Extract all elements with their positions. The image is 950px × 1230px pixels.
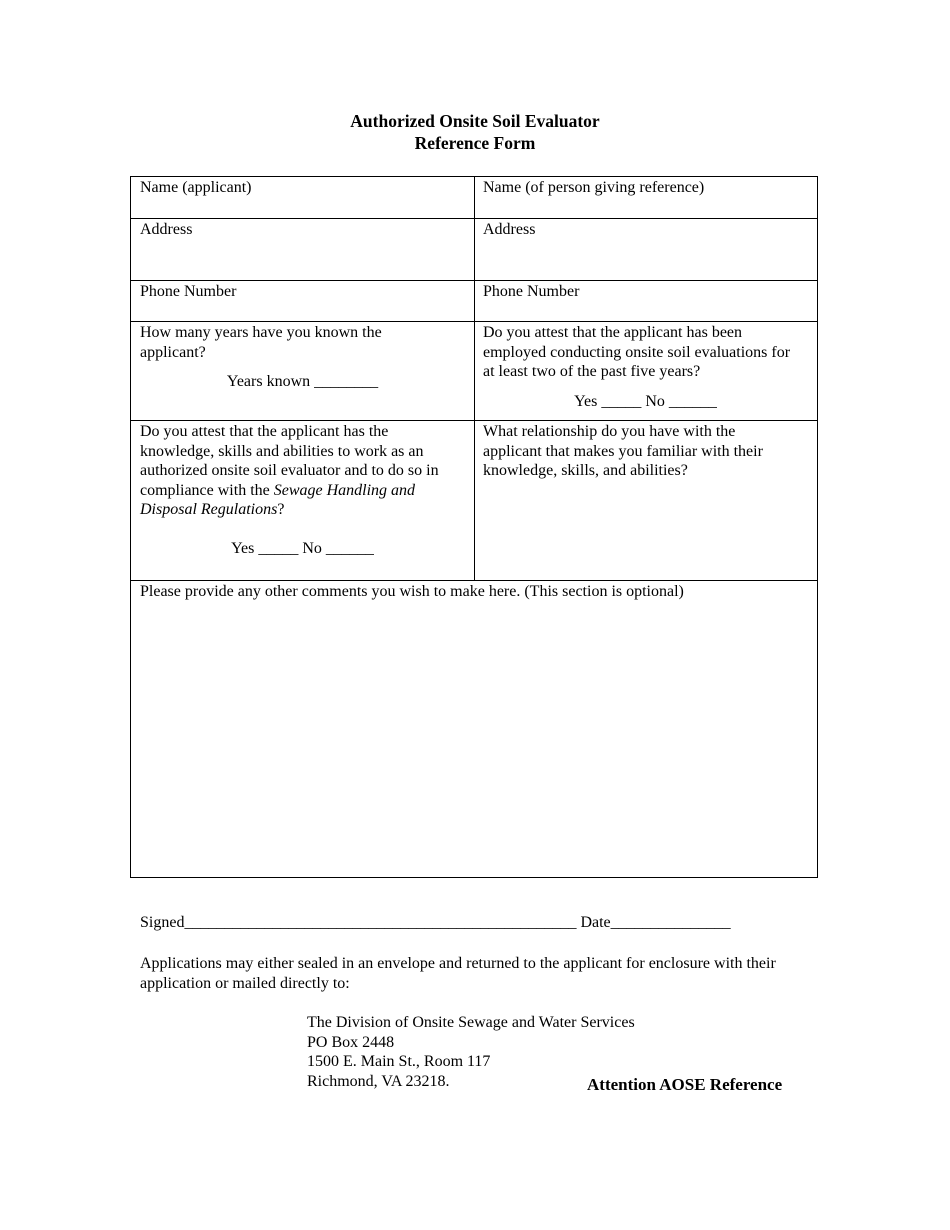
reference-phone-cell[interactable] bbox=[474, 281, 817, 321]
employment-yes-no[interactable]: Yes _____ No ______ bbox=[574, 392, 717, 410]
applicant-address-label: Address bbox=[140, 221, 193, 238]
date-label: Date bbox=[580, 914, 611, 931]
knowledge-question: Do you attest that the applicant has the knowledge, skills and abilities to work as an authorized onsite soil evaluator and to do so in compliance with the Sewage Handling and Disposal Regulations? bbox=[140, 423, 439, 518]
relationship-cell[interactable] bbox=[474, 421, 817, 580]
signature-line[interactable]: _________________________________________________ bbox=[184, 914, 577, 931]
title-line-2: Reference Form bbox=[414, 133, 536, 153]
reference-address-cell[interactable] bbox=[474, 219, 817, 280]
applicant-phone-label: Phone Number bbox=[140, 283, 237, 300]
signed-label: Signed bbox=[140, 914, 185, 931]
knowledge-yes-no[interactable]: Yes _____ No ______ bbox=[231, 539, 374, 557]
years-known-cell bbox=[131, 322, 474, 420]
mailing-address bbox=[307, 1013, 635, 1091]
comments-label: Please provide any other comments you wish to make here. (This section is optional) bbox=[140, 583, 684, 600]
title-line-1: Authorized Onsite Soil Evaluator bbox=[350, 111, 600, 131]
applicant-name-label: Name (applicant) bbox=[140, 179, 252, 196]
reference-name-cell[interactable] bbox=[474, 177, 817, 218]
address-line-4: Richmond, VA 23218. bbox=[307, 1072, 450, 1090]
applicant-phone-cell[interactable] bbox=[131, 281, 474, 321]
regulations-title: Sewage Handling and Disposal Regulations bbox=[140, 481, 416, 518]
form-title bbox=[0, 110, 950, 154]
comments-cell[interactable] bbox=[131, 581, 817, 877]
signature-row bbox=[140, 913, 731, 933]
applicant-address-cell[interactable] bbox=[131, 219, 474, 280]
reference-phone-label: Phone Number bbox=[483, 283, 580, 300]
reference-name-label: Name (of person giving reference) bbox=[483, 179, 705, 196]
years-known-question: How many years have you known the applicant? bbox=[140, 324, 382, 361]
reference-address-label: Address bbox=[483, 221, 536, 238]
attention-line: Attention AOSE Reference bbox=[587, 1075, 783, 1094]
knowledge-cell bbox=[131, 421, 474, 580]
mailing-instructions: Applications may either sealed in an envelope and returned to the applicant for enclosure with their application or mailed directly to: bbox=[140, 955, 776, 992]
applicant-name-cell[interactable] bbox=[131, 177, 474, 218]
reference-form-table bbox=[130, 176, 818, 878]
employment-cell bbox=[474, 322, 817, 420]
address-line-1: The Division of Onsite Sewage and Water Services bbox=[307, 1014, 635, 1031]
employment-question: Do you attest that the applicant has been employed conducting onsite soil evaluations for at least two of the past five years? bbox=[483, 324, 791, 380]
relationship-question: What relationship do you have with the applicant that makes you familiar with their knowledge, skills, and abilities? bbox=[483, 423, 763, 479]
years-known-field[interactable]: Years known ________ bbox=[226, 373, 379, 390]
address-line-3: 1500 E. Main St., Room 117 bbox=[307, 1053, 491, 1070]
address-line-2: PO Box 2448 bbox=[307, 1033, 395, 1051]
date-line[interactable]: _______________ bbox=[610, 914, 731, 931]
